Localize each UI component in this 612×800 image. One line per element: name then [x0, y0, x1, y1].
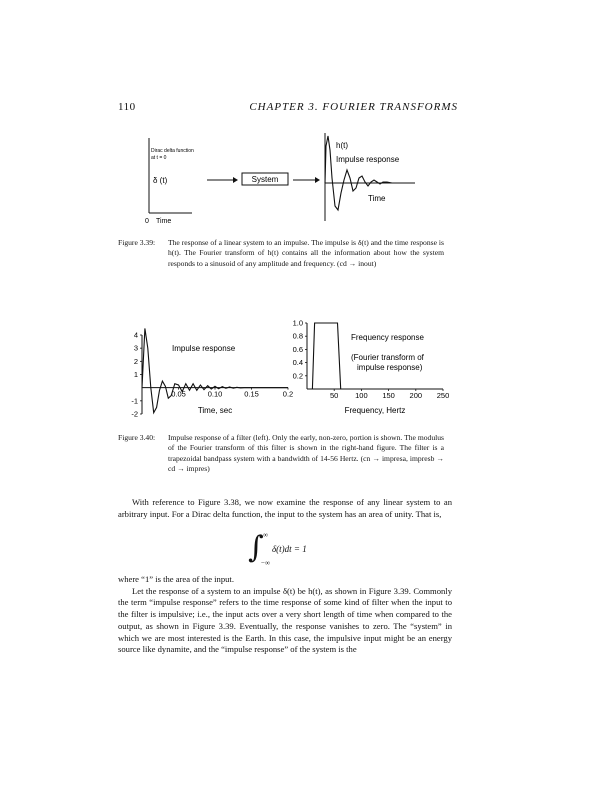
integral-sign: ∫: [248, 530, 264, 565]
y-tick-label: 0.4: [292, 358, 303, 368]
x-tick-label: 0.10: [207, 389, 223, 399]
page-number: 110: [118, 101, 136, 113]
caption-label: Figure 3.40:: [118, 433, 156, 442]
x-tick-label: 50: [330, 391, 339, 400]
x-axis-label: Frequency, Hertz: [344, 406, 406, 415]
x-tick-label: 100: [355, 391, 368, 400]
body-paragraph-1: [118, 497, 452, 520]
output-label: h(t): [336, 141, 348, 150]
y-tick-label: 1.0: [292, 318, 303, 328]
running-header: CHAPTER 3. FOURIER TRANSFORMS: [249, 101, 458, 113]
frequency-response-chart: [293, 319, 450, 416]
impulse-response-series: [142, 328, 288, 412]
chart-subtitle-line1: (Fourier transform of: [351, 353, 424, 362]
paragraph: With reference to Figure 3.38, we now examine the response of any linear system to an arbitrary input. For a Dirac delta function, the input to the system has an area of unity. That is,: [118, 497, 452, 519]
time-label-left: Time: [156, 218, 172, 225]
chart-title: Frequency response: [351, 333, 424, 342]
caption-label: Figure 3.39:: [118, 238, 156, 247]
paragraph: Let the response of a system to an impulse δ(t) be h(t), as shown in Figure 3.39. Commonly the term “impulse response” refers to the time response of some kind of filter when the input to the filter is impulsive; i.e., the input acts over a very short length of time when compared to the output, as shown in Figure 3.39. Eventually, the response vanishes to zero. The “system” in which we are most interested is the Earth. In this case, the impulsive input might be an energy source like dynamite, and the “impulse response” of the system is the: [118, 585, 452, 655]
y-tick-label: 2: [133, 356, 138, 366]
y-tick-label: 0.6: [292, 344, 303, 354]
impulse-response-chart: [131, 328, 293, 418]
x-tick-label: 250: [436, 391, 450, 400]
equation: [248, 531, 368, 569]
figure-3-40-caption: [118, 433, 452, 483]
body-paragraph-2: [118, 574, 452, 656]
integral-lower-limit: −∞: [261, 559, 270, 567]
equation-expression: δ(t)dt = 1: [272, 544, 307, 554]
figure-3-40-charts: [112, 316, 452, 424]
arrow-input-head: [233, 177, 238, 183]
x-tick-label: 0.2: [282, 389, 294, 399]
x-tick-label: 150: [382, 391, 395, 400]
y-tick-label: -2: [131, 409, 138, 419]
caption-text: Impulse response of a filter (left). Only the early, non-zero, portion is shown. The modulus of the Fourier transform of this filter is shown in the right-hand figure. The filter is a trapezoidal bandpass system with a bandwidth of 14-56 Hertz. (cn → impresa, impresb → cd → impres): [168, 433, 444, 473]
arrow-output-head: [315, 177, 320, 183]
x-tick-label: 0.05: [171, 389, 186, 399]
dirac-label-1: Dirac delta function: [151, 148, 194, 154]
y-tick-label: 0.8: [292, 331, 303, 341]
y-tick-label: 4: [133, 330, 138, 340]
integral-upper-limit: ∞: [263, 531, 268, 539]
origin-label: 0: [145, 218, 149, 225]
dirac-label-2: at t = 0: [151, 155, 167, 161]
caption-text: The response of a linear system to an impulse. The impulse is δ(t) and the time response is h(t). The Fourier transform of h(t) contains all the information about how the system responds to a sinusoid of any amplitude and frequency. (cd → inout): [168, 238, 444, 268]
x-axis-label: Time, sec: [197, 406, 233, 415]
impulse-label: Impulse response: [336, 155, 400, 164]
x-tick-label: 200: [409, 391, 423, 400]
system-label: System: [251, 175, 279, 184]
y-tick-label: 1: [133, 370, 138, 379]
paragraph: where “1” is the area of the input.: [118, 574, 234, 584]
y-tick-label: -1: [131, 396, 138, 406]
y-tick-label: 3: [133, 343, 138, 353]
figure-3-39-caption: [118, 238, 452, 293]
x-tick-label: 0.15: [244, 389, 259, 399]
y-tick-label: 0.2: [292, 371, 303, 381]
figure-3-39-diagram: [130, 128, 430, 230]
time-label-right: Time: [368, 194, 386, 203]
input-label: δ (t): [153, 176, 168, 185]
chart-title: Impulse response: [172, 344, 236, 353]
chart-subtitle-line2: impulse response): [357, 363, 423, 372]
